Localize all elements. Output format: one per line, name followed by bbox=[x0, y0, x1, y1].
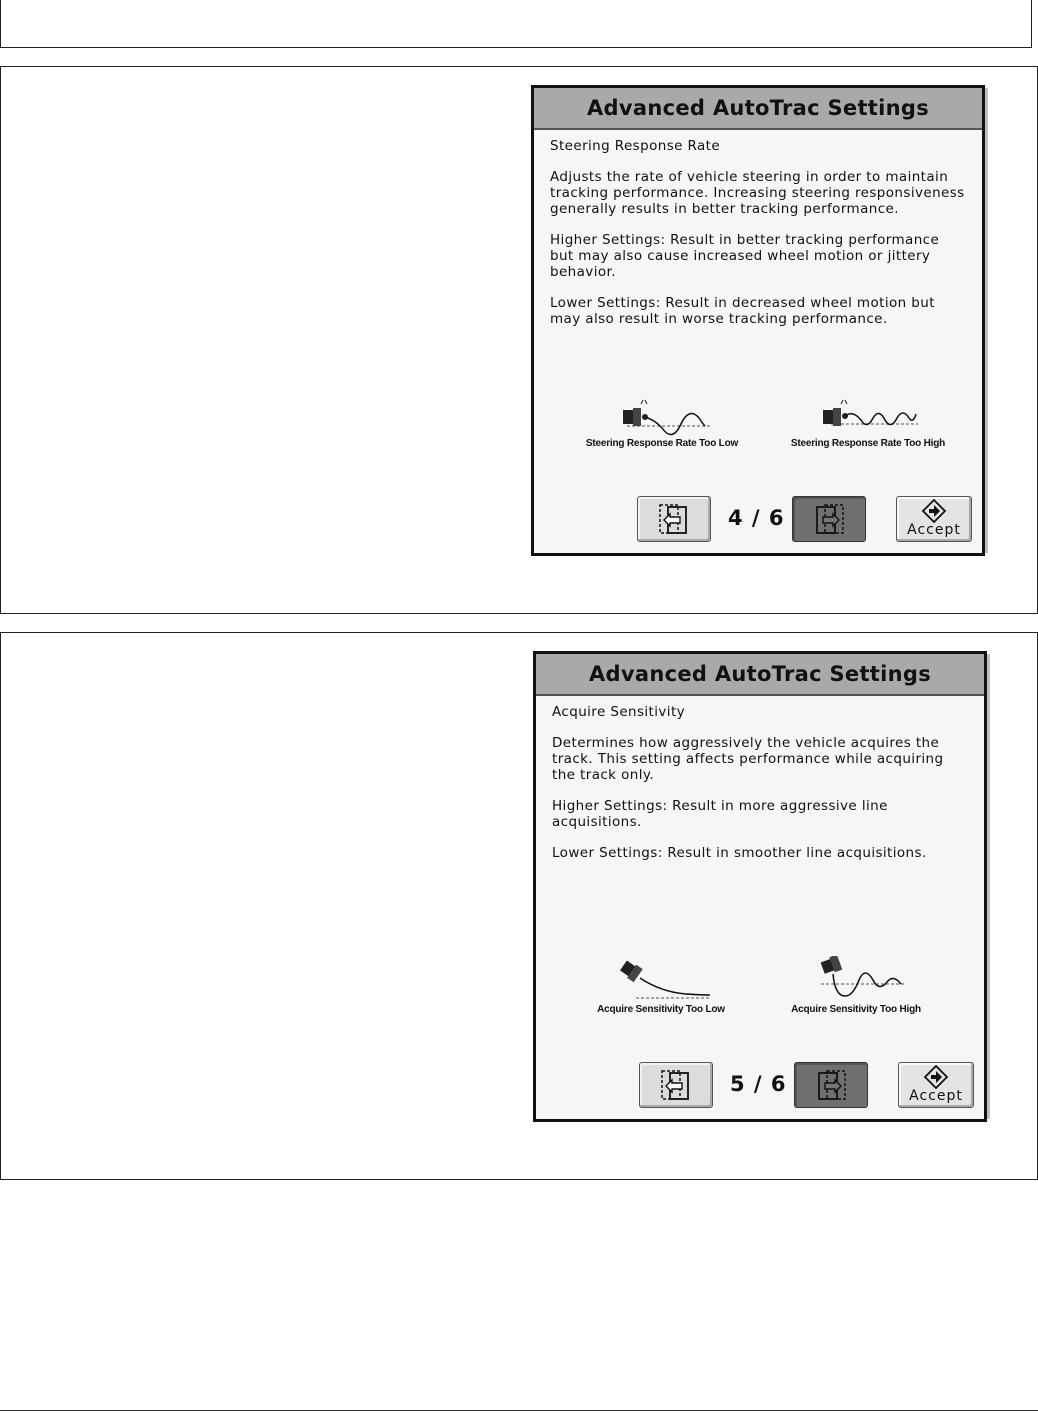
page-indicator: 4 / 6 bbox=[728, 506, 785, 530]
accept-diamond-icon bbox=[923, 1065, 949, 1089]
lower-settings-paragraph: Lower Settings: Result in decreased wheel motion but may also result in worse tracking performance. bbox=[550, 295, 935, 327]
figure-acquire-low bbox=[581, 956, 741, 1015]
accept-label: Accept bbox=[907, 522, 961, 538]
topic-heading: Acquire Sensitivity bbox=[552, 704, 686, 720]
higher-settings-paragraph: Higher Settings: Result in more aggressive line acquisitions. bbox=[552, 798, 888, 830]
accept-label: Accept bbox=[909, 1088, 963, 1104]
description-paragraph: Determines how aggressively the vehicle acquires the track. This setting affects performance while acquiring the track only. bbox=[552, 735, 944, 783]
lower-settings-paragraph: Lower Settings: Result in smoother line acquisitions. bbox=[552, 845, 927, 861]
section-steering-response bbox=[0, 66, 1038, 614]
figure-response-high bbox=[788, 390, 948, 449]
figure-caption: Acquire Sensitivity Too High bbox=[791, 1004, 921, 1015]
previous-page-button[interactable] bbox=[637, 496, 711, 542]
figure-response-low bbox=[582, 390, 742, 449]
page-header-box bbox=[0, 0, 1032, 48]
settings-screen-acquire bbox=[533, 651, 987, 1122]
next-page-button[interactable] bbox=[792, 496, 866, 542]
acquire-high-wave-icon bbox=[801, 956, 911, 1004]
section-acquire-sensitivity bbox=[0, 632, 1038, 1180]
previous-page-button[interactable] bbox=[639, 1062, 713, 1108]
page-forward-icon bbox=[811, 501, 847, 537]
accept-button[interactable] bbox=[896, 496, 972, 542]
screen-title: Advanced AutoTrac Settings bbox=[536, 654, 984, 696]
steering-high-wave-icon bbox=[813, 390, 923, 438]
higher-settings-paragraph: Higher Settings: Result in better tracking performance but may also cause increased wheel motion or jittery behavior. bbox=[550, 232, 940, 280]
page-navigation bbox=[534, 496, 982, 546]
page-forward-icon bbox=[813, 1067, 849, 1103]
figure-caption: Steering Response Rate Too Low bbox=[585, 438, 739, 449]
figure-caption: Steering Response Rate Too High bbox=[790, 438, 946, 449]
accept-button[interactable] bbox=[898, 1062, 974, 1108]
next-page-button[interactable] bbox=[794, 1062, 868, 1108]
screen-title: Advanced AutoTrac Settings bbox=[534, 88, 982, 130]
topic-heading: Steering Response Rate bbox=[550, 138, 721, 154]
description-paragraph: Adjusts the rate of vehicle steering in order to maintain tracking performance. Increasing steering responsiveness generally results in better tracking performance. bbox=[550, 169, 965, 217]
page-indicator: 5 / 6 bbox=[730, 1072, 787, 1096]
settings-screen-steering bbox=[531, 85, 985, 556]
acquire-low-curve-icon bbox=[606, 956, 716, 1004]
page-back-icon bbox=[658, 1067, 694, 1103]
page-footer-rule bbox=[0, 1410, 1038, 1411]
figure-acquire-high bbox=[776, 956, 936, 1015]
help-content bbox=[536, 696, 984, 861]
figure-caption: Acquire Sensitivity Too Low bbox=[597, 1004, 725, 1015]
accept-diamond-icon bbox=[921, 499, 947, 523]
page-back-icon bbox=[656, 501, 692, 537]
page-navigation bbox=[536, 1062, 984, 1112]
steering-low-wave-icon bbox=[607, 390, 717, 438]
help-content bbox=[534, 130, 982, 327]
